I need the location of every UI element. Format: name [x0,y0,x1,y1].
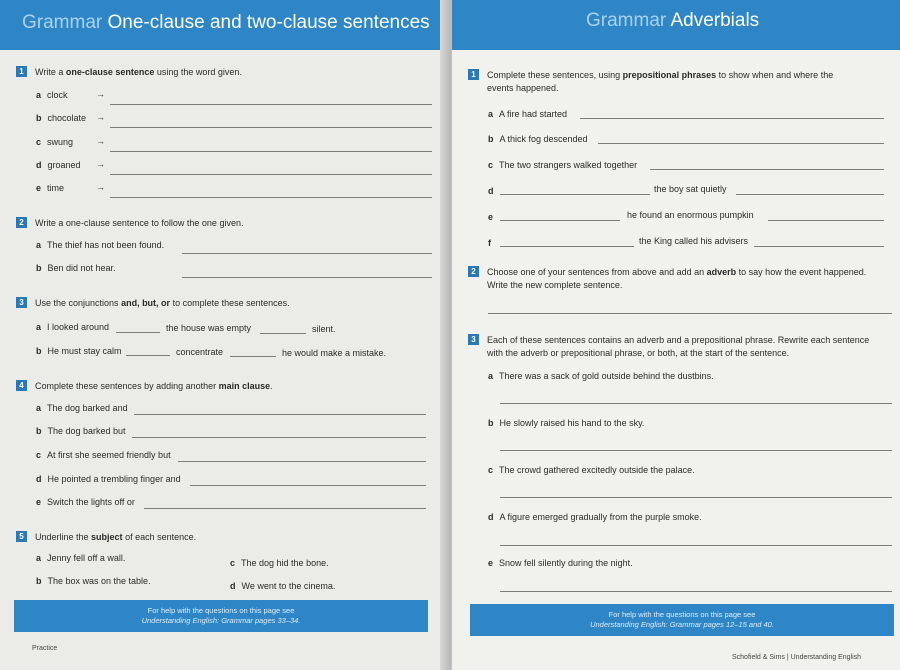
left-q3-instruction [16,297,290,309]
right-footer: Schofield & Sims | Understanding English [732,654,862,661]
item-letter: c [230,558,236,568]
right-q1-item-e: he found an enormous pumpkin [627,210,754,220]
left-q2-item-b [36,263,116,273]
left-q2-instruction [16,217,243,229]
left-title-topic: One-clause and two-clause sentences [107,12,430,33]
item-letter: a [36,553,42,563]
right-q3-instruction [468,334,869,346]
item-letter: b [36,263,42,273]
right-q2-instruction-line2: Write the new complete sentence. [487,280,623,290]
left-q1-instruction [16,66,242,78]
answer-line[interactable] [178,461,426,462]
item-text: A fire had started [499,109,568,119]
item-letter: d [488,186,494,196]
item-text: We went to the cinema. [241,581,336,591]
left-q4-instruction [16,380,273,392]
left-q1-item-a [36,90,68,100]
item-letter: c [488,465,494,475]
left-title-category: Grammar [22,12,103,33]
left-q3-item-b [36,346,122,356]
right-q1-item-e-letter [488,212,499,222]
right-q1-text-bold: prepositional phrases [622,70,717,80]
arrow-icon: → [96,89,105,99]
item-word: swung [47,137,74,147]
item-letter: a [488,371,494,381]
left-q3-number: 3 [16,297,27,308]
left-q4-item-d [36,474,181,484]
left-q2-number: 2 [16,217,27,228]
answer-line[interactable] [110,104,432,105]
right-q1-text-a: Complete these sentences, using [487,70,623,80]
item-text: Ben did not hear. [47,263,116,273]
arrow-icon: → [96,182,105,192]
answer-line[interactable] [126,355,170,356]
item-letter: d [230,581,236,591]
right-q2-text-b: to say how the event happened. [736,267,867,277]
right-q1-number: 1 [468,69,479,80]
answer-line[interactable] [736,194,884,195]
answer-line[interactable] [134,414,426,415]
left-q4-text-b: . [270,381,273,391]
right-q3-text: Each of these sentences contains an adverb and a prepositional phrase. Rewrite each sentence [487,335,870,345]
item-letter: a [36,90,42,100]
right-q3-item-e [488,558,633,568]
answer-line[interactable] [580,118,884,119]
item-letter: b [36,113,42,123]
left-q1-item-b [36,113,86,123]
item-letter: d [36,160,42,170]
item-word: chocolate [47,113,87,123]
left-q1-text-b: using the word given. [154,67,242,77]
left-q5-item-a[interactable] [36,553,125,563]
left-q3-a-part2: the house was empty [166,323,252,333]
item-letter: b [488,418,494,428]
left-q3-b-part2: concentrate [176,347,224,357]
answer-line[interactable] [182,253,432,254]
left-q1-item-d [36,160,81,170]
right-q3-instruction-line2: with the adverb or prepositional phrase, or both, at the start of the sentence. [487,348,790,358]
right-q2-instruction [468,266,866,278]
left-q1-item-c [36,137,73,147]
item-letter: c [36,137,42,147]
right-q1-item-c [488,160,637,170]
left-q5-item-b[interactable] [36,576,151,586]
left-page-title [22,12,430,34]
right-q2-text-a: Choose one of your sentences from above and add an [487,267,707,277]
left-q4-item-b [36,426,126,436]
item-word: time [47,183,65,193]
answer-line[interactable] [500,220,620,221]
left-q5-number: 5 [16,531,27,542]
left-q1-item-e [36,183,64,193]
answer-line[interactable] [500,450,892,451]
left-q3-text-a: Use the conjunctions [35,298,122,308]
answer-line[interactable] [110,151,432,152]
item-letter: b [488,134,494,144]
left-help-line2: Understanding English: Grammar pages 33–34. [141,616,301,625]
left-help-line1: For help with the questions on this page see [147,606,295,615]
right-page-title [586,10,759,32]
answer-line[interactable] [754,246,884,247]
answer-line[interactable] [260,333,306,334]
item-letter: e [488,212,494,222]
answer-line[interactable] [500,545,892,546]
right-q1-instruction [468,69,833,81]
right-help-box [470,604,894,636]
left-q3-a-part3: silent. [312,324,336,334]
item-text: Snow fell silently during the night. [499,558,633,568]
left-q2-text: Write a one-clause sentence to follow the one given. [35,218,244,228]
left-q4-text-a: Complete these sentences by adding another [35,381,219,391]
item-text: There was a sack of gold outside behind the dustbins. [499,371,714,381]
item-letter: e [36,183,42,193]
item-letter: d [36,474,42,484]
item-text: At first she seemed friendly but [47,450,171,460]
item-text: The dog hid the bone. [241,558,329,568]
right-q3-number: 3 [468,334,479,345]
right-help-line1: For help with the questions on this page see [608,610,756,619]
item-text: The thief has not been found. [47,240,165,250]
right-q1-instruction-line2: events happened. [487,83,559,93]
answer-line[interactable] [182,277,432,278]
left-help-box [14,600,428,632]
item-text: He pointed a trembling finger and [47,474,181,484]
item-text: I looked around [47,322,110,332]
left-q4-item-c [36,450,171,460]
item-word: groaned [47,160,81,170]
item-text: The two strangers walked together [499,160,638,170]
right-page [452,0,900,670]
answer-line[interactable] [500,591,892,592]
left-q3-text-b: to complete these sentences. [170,298,290,308]
arrow-icon: → [96,136,105,146]
left-q3-b-part3: he would make a mistake. [282,348,387,358]
answer-line[interactable] [110,174,432,175]
item-letter: c [488,160,494,170]
item-letter: f [488,238,491,248]
left-q3-item-a [36,322,109,332]
item-text: Switch the lights off or [47,497,135,507]
answer-line[interactable] [230,356,276,357]
left-q5-text-a: Underline the [35,532,92,542]
item-letter: e [36,497,42,507]
left-q1-text-bold: one-clause sentence [65,67,155,77]
right-q1-item-d-letter [488,186,500,196]
right-q3-item-d [488,512,702,522]
answer-line[interactable] [598,143,884,144]
right-q2-text-bold: adverb [706,267,737,277]
right-title-category: Grammar [586,10,667,31]
item-letter: d [488,512,494,522]
right-q3-item-c [488,465,695,475]
item-text: The dog barked and [47,403,128,413]
item-word: clock [47,90,68,100]
left-q4-item-a [36,403,128,413]
left-q5-text-bold: subject [91,532,123,542]
answer-line[interactable] [500,194,650,195]
left-q5-instruction [16,531,196,543]
item-letter: a [36,240,42,250]
left-q5-item-d[interactable] [230,581,335,591]
right-q3-item-a [488,371,714,381]
answer-line[interactable] [116,332,160,333]
left-header-banner [0,0,448,50]
item-text: He slowly raised his hand to the sky. [499,418,645,428]
right-header-banner [452,0,900,50]
left-q1-number: 1 [16,66,27,77]
left-q4-number: 4 [16,380,27,391]
item-text: A thick fog descended [499,134,588,144]
item-letter: a [36,403,42,413]
right-q1-item-a [488,109,567,119]
item-letter: b [36,346,42,356]
answer-line[interactable] [500,497,892,498]
answer-line[interactable] [110,197,432,198]
right-help-line2: Understanding English: Grammar pages 12–15 and 40. [590,620,774,629]
item-text: A figure emerged gradually from the purple smoke. [499,512,702,522]
item-text: The box was on the table. [47,576,151,586]
item-letter: c [36,450,42,460]
answer-line[interactable] [768,220,884,221]
item-letter: e [488,558,494,568]
right-q1-text-b: to show when and where the [716,70,834,80]
left-q4-item-e [36,497,135,507]
left-q5-text-b: of each sentence. [122,532,197,542]
left-q1-text-a: Write a [35,67,66,77]
arrow-icon: → [96,112,105,122]
item-letter: a [488,109,494,119]
right-q3-item-b [488,418,644,428]
right-q2-number: 2 [468,266,479,277]
item-text: He must stay calm [47,346,122,356]
right-q1-item-f-letter [488,238,497,248]
right-q1-item-b [488,134,588,144]
right-title-topic: Adverbials [670,10,760,31]
answer-line[interactable] [144,508,426,509]
right-q1-item-f: the King called his advisers [639,236,749,246]
item-letter: a [36,322,42,332]
answer-line[interactable] [488,313,892,314]
right-q1-item-d: the boy sat quietly [654,184,727,194]
arrow-icon: → [96,159,105,169]
left-q3-text-bold: and, but, or [121,298,171,308]
answer-line[interactable] [110,127,432,128]
item-text: The dog barked but [47,426,126,436]
answer-line[interactable] [132,437,426,438]
answer-line[interactable] [650,169,884,170]
item-letter: b [36,576,42,586]
left-footer: Practice [32,645,58,652]
left-q2-item-a [36,240,164,250]
answer-line[interactable] [500,246,634,247]
answer-line[interactable] [500,403,892,404]
item-text: Jenny fell off a wall. [47,553,126,563]
left-q5-item-c[interactable] [230,558,329,568]
item-text: The crowd gathered excitedly outside the palace. [499,465,695,475]
left-q4-text-bold: main clause [218,381,271,391]
left-page [0,0,448,670]
item-letter: b [36,426,42,436]
answer-line[interactable] [190,485,426,486]
